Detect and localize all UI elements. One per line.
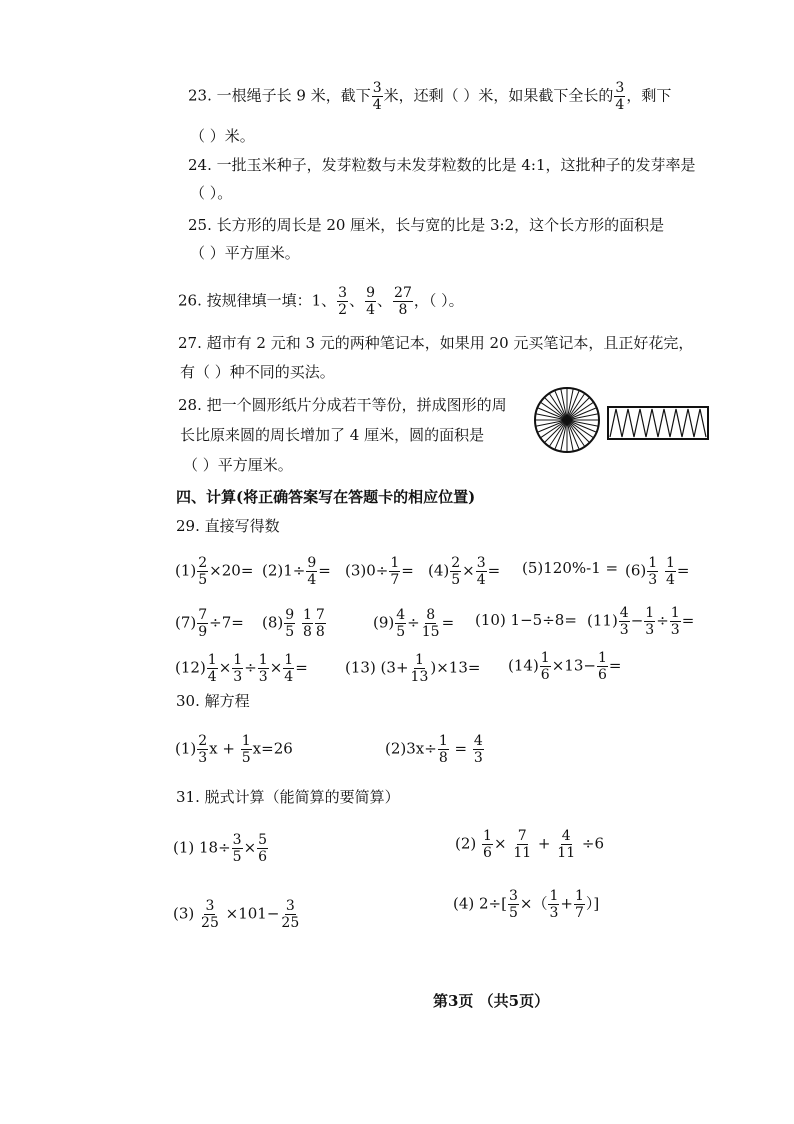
section4-title: 四、计算(将正确答案写在答题卡的相应位置) — [176, 488, 476, 506]
q23-fraction-2: $\frac{3}{4}$ — [615, 80, 625, 113]
q31-calc-3: (3) $\frac{3}{25}$ ×101− $\frac{3}{25}$ — [173, 898, 300, 931]
q29-item-14: (14) $\frac{1}{6}$ ×13− $\frac{1}{6}$ = — [508, 650, 622, 683]
q24-line1: 24. 一批玉米种子，发芽粒数与未发芽粒数的比是 4:1，这批种子的发芽率是 — [188, 156, 696, 174]
q28-line1: 28. 把一个圆形纸片分成若干等份，拼成图形的周 — [178, 396, 507, 414]
q23-line1 — [188, 80, 671, 113]
q23-text-c: ，剩下 — [626, 86, 672, 105]
q29-item-12: (12) $\frac{1}{4}$ × $\frac{1}{3}$ ÷ $\frac{1}{3}$ × $\frac{1}{4}$ = — [175, 652, 308, 685]
q29-item-7: (7) $\frac{7}{9}$ ÷7= — [175, 607, 244, 640]
q29-title: 29. 直接写得数 — [176, 517, 280, 535]
q26-fraction-3: $\frac{27}{8}$ — [394, 285, 412, 318]
q29-item-10: (10) 1−5÷8= — [475, 611, 577, 629]
q31-calc-2: (2) $\frac{1}{6}$ × $\frac{7}{11}$ + $\frac{4}{11}$ ÷6 — [455, 828, 605, 861]
q29-item-2: (2)1÷ $\frac{9}{4}$ = — [262, 555, 331, 588]
q25-line2: （ ）平方厘米。 — [190, 244, 300, 262]
q29-item-5: (5)120%-1 = — [522, 559, 619, 577]
q29-item-13: (13) (3+ $\frac{1}{13}$ )×13= — [345, 652, 481, 685]
q29-item-1: (1) $\frac{2}{5}$ ×20= — [175, 555, 254, 588]
q30-equation-1: (1) $\frac{2}{3}$ x + $\frac{1}{5}$ x=26 — [175, 733, 293, 766]
q31-title: 31. 脱式计算（能简算的要简算） — [176, 788, 400, 806]
q29-item-6: (6) $\frac{1}{3}$ $\frac{1}{4}$ = — [625, 555, 690, 588]
q30-equation-2: (2)3x÷ $\frac{1}{8}$ = $\frac{4}{3}$ — [385, 733, 483, 766]
q30-title: 30. 解方程 — [176, 692, 250, 710]
q25-line1: 25. 长方形的周长是 20 厘米，长与宽的比是 3:2，这个长方形的面积是 — [188, 216, 665, 234]
q24-line2: （ ）。 — [190, 184, 233, 202]
q28-line3: （ ）平方厘米。 — [183, 456, 293, 474]
q23-fraction-1: $\frac{3}{4}$ — [372, 80, 382, 113]
q29-item-8: (8) $\frac{9}{5}$ $\frac{1}{8}$ $\frac{7}{8}$ — [262, 607, 325, 640]
q29-item-11: (11) $\frac{4}{3}$ − $\frac{1}{3}$ ÷ $\frac{1}{3}$ = — [587, 605, 695, 638]
q29-item-3: (3)0÷ $\frac{1}{7}$ = — [345, 555, 414, 588]
q23-text-b: 米，还剩（ ）米，如果截下全长的 — [383, 86, 614, 105]
q29-item-9: (9) $\frac{4}{5}$ ÷ $\frac{8}{15}$ = — [373, 607, 455, 640]
q29-item-4: (4) $\frac{2}{5}$ × $\frac{3}{4}$ = — [428, 555, 501, 588]
q26-line — [178, 285, 464, 318]
q23-text-a: 23. 一根绳子长 9 米，截下 — [188, 86, 371, 105]
q26-end: ，（ ）。 — [413, 291, 464, 310]
q31-calc-4: (4) 2÷[ $\frac{3}{5}$ ×（ $\frac{1}{3}$ + $\frac{1}{7}$ ）] — [453, 888, 600, 921]
q31-calc-1: (1) 18÷ $\frac{3}{5}$ × $\frac{5}{6}$ — [173, 832, 268, 865]
q28-line2: 长比原来圆的周长增加了 4 厘米，圆的面积是 — [180, 426, 485, 444]
q26-sep-2: 、 — [377, 291, 393, 310]
page-footer: 第3页 （共5页） — [433, 992, 550, 1010]
q27-line1: 27. 超市有 2 元和 3 元的两种笔记本，如果用 20 元买笔记本，且正好花完， — [178, 334, 694, 352]
q26-sep-1: 、 — [349, 291, 365, 310]
q26-text: 26. 按规律填一填：1、 — [178, 291, 337, 310]
q23-line2: （ ）米。 — [190, 127, 255, 145]
q26-fraction-2: $\frac{9}{4}$ — [366, 285, 376, 318]
q27-line2: 有（ ）种不同的买法。 — [180, 363, 335, 381]
rearranged-strip-figure — [606, 405, 710, 441]
divided-circle-figure — [532, 385, 602, 455]
q26-fraction-1: $\frac{3}{2}$ — [338, 285, 348, 318]
